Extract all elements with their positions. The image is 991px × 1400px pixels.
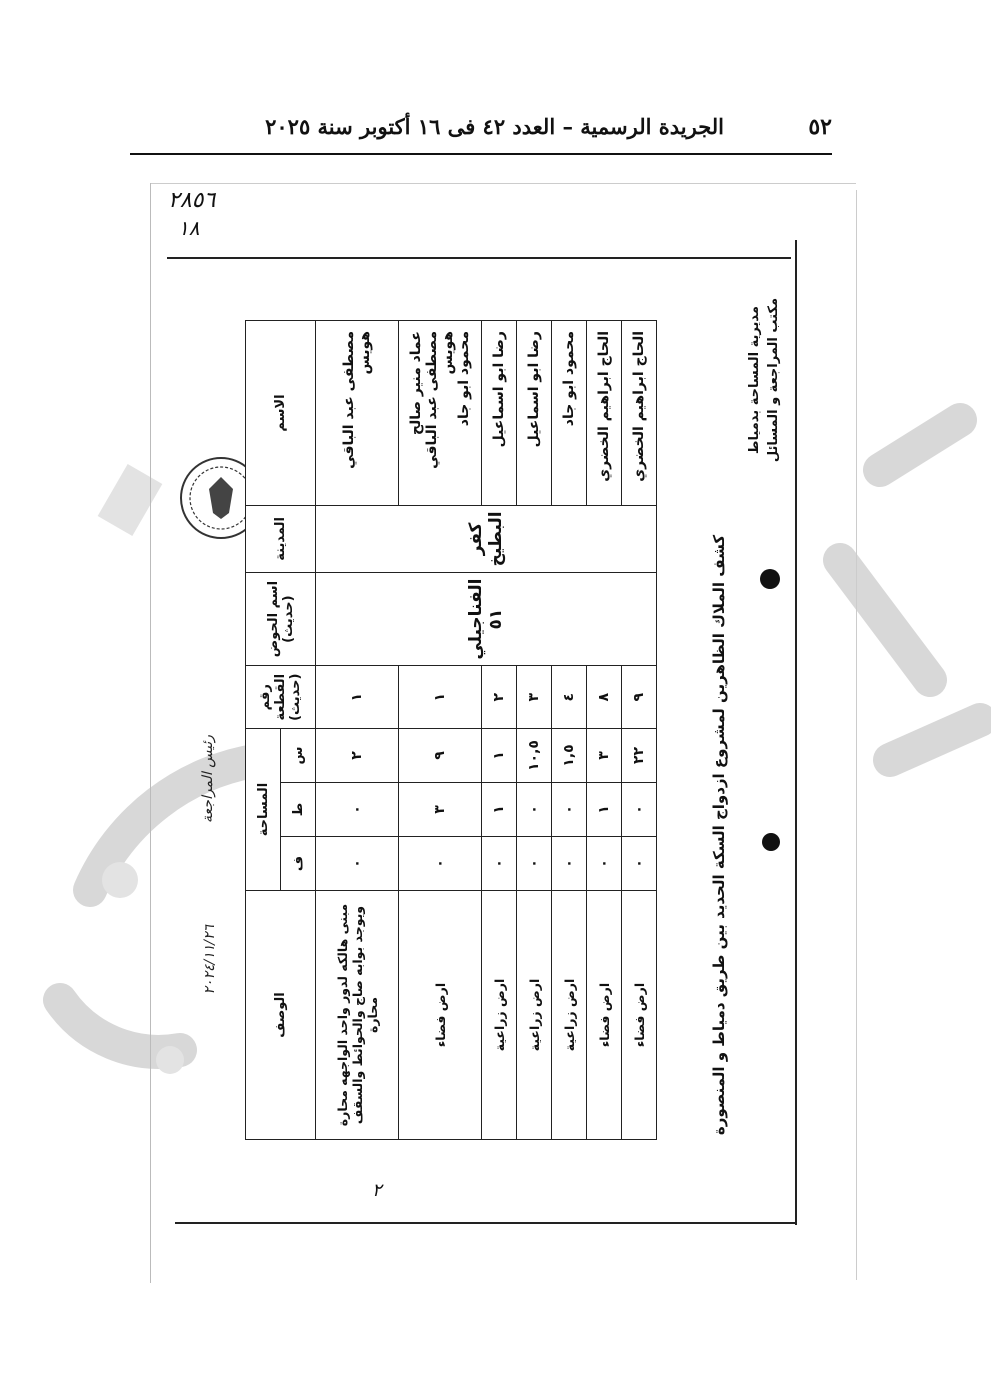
area-f-cell: ٠ bbox=[482, 837, 517, 891]
table-row bbox=[552, 321, 587, 1140]
owner-name: الحاج ابراهيم الخضري bbox=[587, 321, 622, 506]
area-t-cell: ٠ bbox=[517, 783, 552, 837]
col-city: المدينة bbox=[246, 506, 316, 573]
plot-cell: ١ bbox=[399, 666, 482, 729]
handwritten-date: ٢٠٢٤/١١/٢٦ bbox=[202, 925, 218, 995]
table-row bbox=[399, 321, 482, 1140]
page-mark: ٢ bbox=[372, 1180, 382, 1201]
plot-cell: ٨ bbox=[587, 666, 622, 729]
area-f-cell: ٠ bbox=[399, 837, 482, 891]
area-f-cell: ٠ bbox=[552, 837, 587, 891]
area-s-cell: ٣ bbox=[587, 729, 622, 783]
description-cell: ارض فضاء bbox=[399, 891, 482, 1140]
gazette-title: الجريدة الرسمية – العدد ٤٢ فى ١٦ أكتوبر سنة ٢٠٢٥ bbox=[265, 114, 724, 139]
description-cell: ارض زراعية bbox=[482, 891, 517, 1140]
plot-cell: ٩ bbox=[622, 666, 657, 729]
area-s-cell: ١ bbox=[482, 729, 517, 783]
page-number: ٥٢ bbox=[808, 114, 832, 140]
area-t-cell: ٠ bbox=[552, 783, 587, 837]
scan-border bbox=[150, 183, 856, 184]
scan-border bbox=[856, 190, 857, 1280]
scan-ref-sub: ١٨ bbox=[178, 216, 200, 240]
department-line: مديرية المساحة بدمياط bbox=[747, 306, 762, 454]
table-row bbox=[482, 321, 517, 1140]
area-s-cell: ١٠,٥ bbox=[517, 729, 552, 783]
description-cell: ارض فضاء bbox=[587, 891, 622, 1140]
basin-cell: الفناجيلي ٥١ bbox=[316, 572, 657, 666]
description-cell: ارض زراعية bbox=[552, 891, 587, 1140]
col-plot: رقم القطعة (حديث) bbox=[246, 666, 316, 729]
col-area-f: ف bbox=[281, 837, 316, 891]
col-basin: اسم الحوض (حديث) bbox=[246, 572, 316, 666]
page-header bbox=[130, 108, 832, 148]
area-s-cell: ٢٢ bbox=[622, 729, 657, 783]
plot-cell: ٤ bbox=[552, 666, 587, 729]
description-cell: ارض زراعية bbox=[517, 891, 552, 1140]
plot-cell: ١ bbox=[316, 666, 399, 729]
area-t-cell: ١ bbox=[587, 783, 622, 837]
plot-cell: ٣ bbox=[517, 666, 552, 729]
owner-name: رضا ابو اسماعيل bbox=[482, 321, 517, 506]
area-f-cell: ٠ bbox=[517, 837, 552, 891]
area-t-cell: ٣ bbox=[399, 783, 482, 837]
owners-table bbox=[245, 320, 657, 1140]
col-description: الوصف bbox=[246, 891, 316, 1140]
owner-name: الحاج ابراهيم الخضري bbox=[622, 321, 657, 506]
table-row bbox=[587, 321, 622, 1140]
col-area: المساحة bbox=[246, 729, 281, 891]
department-header bbox=[745, 285, 783, 475]
area-f-cell: ٠ bbox=[587, 837, 622, 891]
col-area-t: ط bbox=[281, 783, 316, 837]
owner-name: عماد منير صالح مصطفى عبد الباقي هويس محمود ابو جاد bbox=[399, 321, 482, 506]
inner-frame-top bbox=[167, 257, 791, 259]
inner-frame-bottom bbox=[175, 1222, 797, 1224]
area-f-cell: ٠ bbox=[316, 837, 399, 891]
scan-ref-number: ٢٨٥٦ bbox=[168, 188, 216, 213]
table-row bbox=[622, 321, 657, 1140]
col-name: الاسم bbox=[246, 321, 316, 506]
inner-frame-right bbox=[795, 240, 797, 1225]
area-f-cell: ٠ bbox=[622, 837, 657, 891]
table-row bbox=[517, 321, 552, 1140]
description-cell: مبنى هالكه لدور واحد الواجهه محارة ويوجد بوابه صاج والحوائط والسقف محارة bbox=[316, 891, 399, 1140]
area-t-cell: ٠ bbox=[622, 783, 657, 837]
city-cell: كفر البطيخ bbox=[316, 506, 657, 573]
description-cell: ارض فضاء bbox=[622, 891, 657, 1140]
area-t-cell: ٠ bbox=[316, 783, 399, 837]
owner-name: رضا ابو اسماعيل bbox=[517, 321, 552, 506]
scanned-document bbox=[190, 265, 790, 1215]
col-area-s: س bbox=[281, 729, 316, 783]
plot-cell: ٢ bbox=[482, 666, 517, 729]
table-row bbox=[316, 321, 399, 1140]
document-landscape bbox=[190, 265, 790, 1215]
area-t-cell: ١ bbox=[482, 783, 517, 837]
handwritten-reviewer: رئيس المراجعة bbox=[200, 735, 216, 823]
area-s-cell: ٩ bbox=[399, 729, 482, 783]
scan-border bbox=[150, 183, 151, 1283]
scan-reference bbox=[160, 188, 280, 248]
owner-name: مصطفى عبد الباقي هويس bbox=[316, 321, 399, 506]
department-line: مكتب المراجعة و المسائل bbox=[766, 297, 781, 463]
area-s-cell: ١,٥ bbox=[552, 729, 587, 783]
header-rule bbox=[130, 153, 832, 155]
document-heading: كشف الملاك الظاهرين لمشروع ازدواج السكة الحديد بين طريق دمياط و المنصورة bbox=[710, 534, 728, 1136]
area-s-cell: ٢ bbox=[316, 729, 399, 783]
owner-name: محمود ابو جاد bbox=[552, 321, 587, 506]
